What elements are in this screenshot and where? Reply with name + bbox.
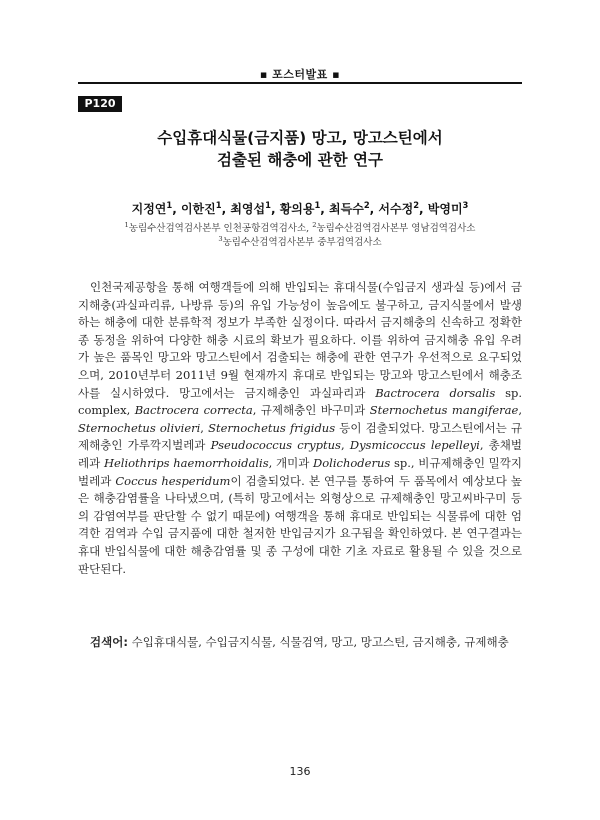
abstract [78, 279, 522, 578]
species-name: Sternochetus mangiferae [369, 403, 519, 418]
abstract-text: 등이 검출되었다. 망고스틴에서는 규제해충인 가루깍지벌레과 [78, 420, 523, 453]
species-name: Sternochetus frigidus [208, 420, 336, 435]
abstract-text: , [518, 403, 522, 418]
abstract-text: , 규제해충인 바구미과 [252, 403, 370, 418]
abstract-text: , 개미과 [268, 455, 314, 470]
affiliation-line-2 [78, 236, 522, 249]
abstract-text: 이 검출되었다. 본 연구를 통하여 두 품목에서 예상보다 높은 해충감염률을 나타냈으며, (특히 망고에서는 외형상으로 규제해충인 망고씨바구미 등의 감염여부를 판단할 수 없기 때문에) 여행객을 통해 휴대로 반입되는 식물류에 대한 엄격한 검역과 수입 금지품에 대한 철저한 반입금지가 요구됨을 확인하였다. 본 연구결과는 휴대 반입식물에 대한 해충감염률 및 종 구성에 대한 기초 자료로 활용될 수 있을 것으로 판단된다. [78, 473, 522, 576]
author-separator: , [172, 202, 181, 216]
title-line-2: 검출된 해충에 관한 연구 [217, 151, 383, 169]
author-affiliation-number: 1 [265, 200, 271, 210]
author-name: 황의용 [279, 202, 315, 216]
affiliation-text: 농림수산검역검사본부 인천공항검역검사소, [128, 223, 313, 234]
author-affiliation-number: 1 [215, 200, 222, 210]
affiliation-line-1 [78, 222, 522, 235]
abstract-text: , 총채벌레과 [78, 438, 523, 470]
keywords-text: 수입휴대식물, 수입금지식물, 식물검역, 망고, 망고스틴, 금지해충, 규제해충 [127, 635, 509, 649]
species-name: Bactrocera correcta [134, 403, 253, 418]
page-number: 136 [289, 765, 311, 778]
author-affiliation-number: 2 [413, 200, 420, 210]
abstract-text: , [340, 438, 350, 453]
affiliation-text: 농림수산검역검사본부 중부검역검사소 [222, 237, 382, 248]
author-name: 최영섭 [230, 202, 266, 216]
author-affiliation-number: 2 [363, 200, 370, 210]
title-line-1: 수입휴대식물(금지품) 망고, 망고스틴에서 [157, 129, 443, 147]
author-name: 최득수 [329, 202, 364, 216]
poster-id-badge: P120 [78, 96, 122, 112]
species-name: Dysmicoccus lepelleyi [349, 438, 480, 453]
header-divider [78, 82, 522, 84]
species-name: Dolichoderus [313, 455, 391, 470]
affiliation-number: 1 [124, 220, 129, 229]
abstract-paragraph [78, 279, 522, 578]
author-name: 박영미 [427, 202, 463, 216]
author-name: 이한진 [180, 202, 216, 216]
abstract-text: 인천국제공항을 통해 여행객들에 의해 반입되는 휴대식물(수입금지 생과실 등)에서 금지해충(과실파리류, 나방류 등)의 유입 가능성이 높음에도 불구하고, 금지식물에서 발생하는 해충에 대한 분류학적 정보가 부족한 실정이다. 따라서 금지해충의 신속하고 정확한 종 동정을 위하여 다양한 해충 시료의 확보가 필요하다. 이를 위하여 금지해충 유입 우려가 높은 품목인 망고와 망고스틴에서 검출되는 해충에 관한 연구가 우선적으로 요구되었으며, 2010년부터 2011년 9월 현재까지 휴대로 반입되는 망고와 망고스틴에서 해충조사를 실시하였다. 망고에서는 금지해충인 과실파리과 [78, 280, 522, 400]
affiliation-number: 2 [312, 220, 317, 229]
species-name: Heliothrips haemorrhoidalis [103, 455, 269, 470]
affiliation-text: 농림수산검역검사본부 영남검역검사소 [316, 223, 476, 234]
paper-title [78, 127, 522, 171]
author-separator: , [270, 202, 280, 216]
author-separator: , [369, 202, 379, 216]
species-name: Pseudococcus cryptus [210, 438, 341, 453]
author-affiliation-number: 1 [166, 200, 173, 210]
author-separator: , [320, 202, 330, 216]
author-separator: , [221, 202, 231, 216]
species-name: Sternochetus olivieri [78, 420, 201, 435]
abstract-text: , [200, 420, 209, 435]
abstract-text: sp. complex, [78, 385, 523, 418]
species-name: Bactrocera dorsalis [375, 385, 496, 400]
keywords-label: 검색어: [90, 635, 128, 649]
species-name: Coccus hesperidum [115, 473, 231, 488]
author-separator: , [419, 202, 428, 216]
author-list [78, 201, 522, 217]
keywords [90, 634, 522, 652]
section-label: ▪ 포스터발표 ▪ [259, 68, 341, 81]
abstract-text: sp., 비규제해충인 밀깍지벌레과 [78, 455, 522, 488]
author-affiliation-number: 3 [462, 200, 469, 210]
author-name: 서수정 [378, 202, 414, 216]
affiliation-number: 3 [218, 234, 223, 243]
author-affiliation-number: 1 [314, 200, 321, 210]
author-name: 지정연 [131, 202, 167, 216]
